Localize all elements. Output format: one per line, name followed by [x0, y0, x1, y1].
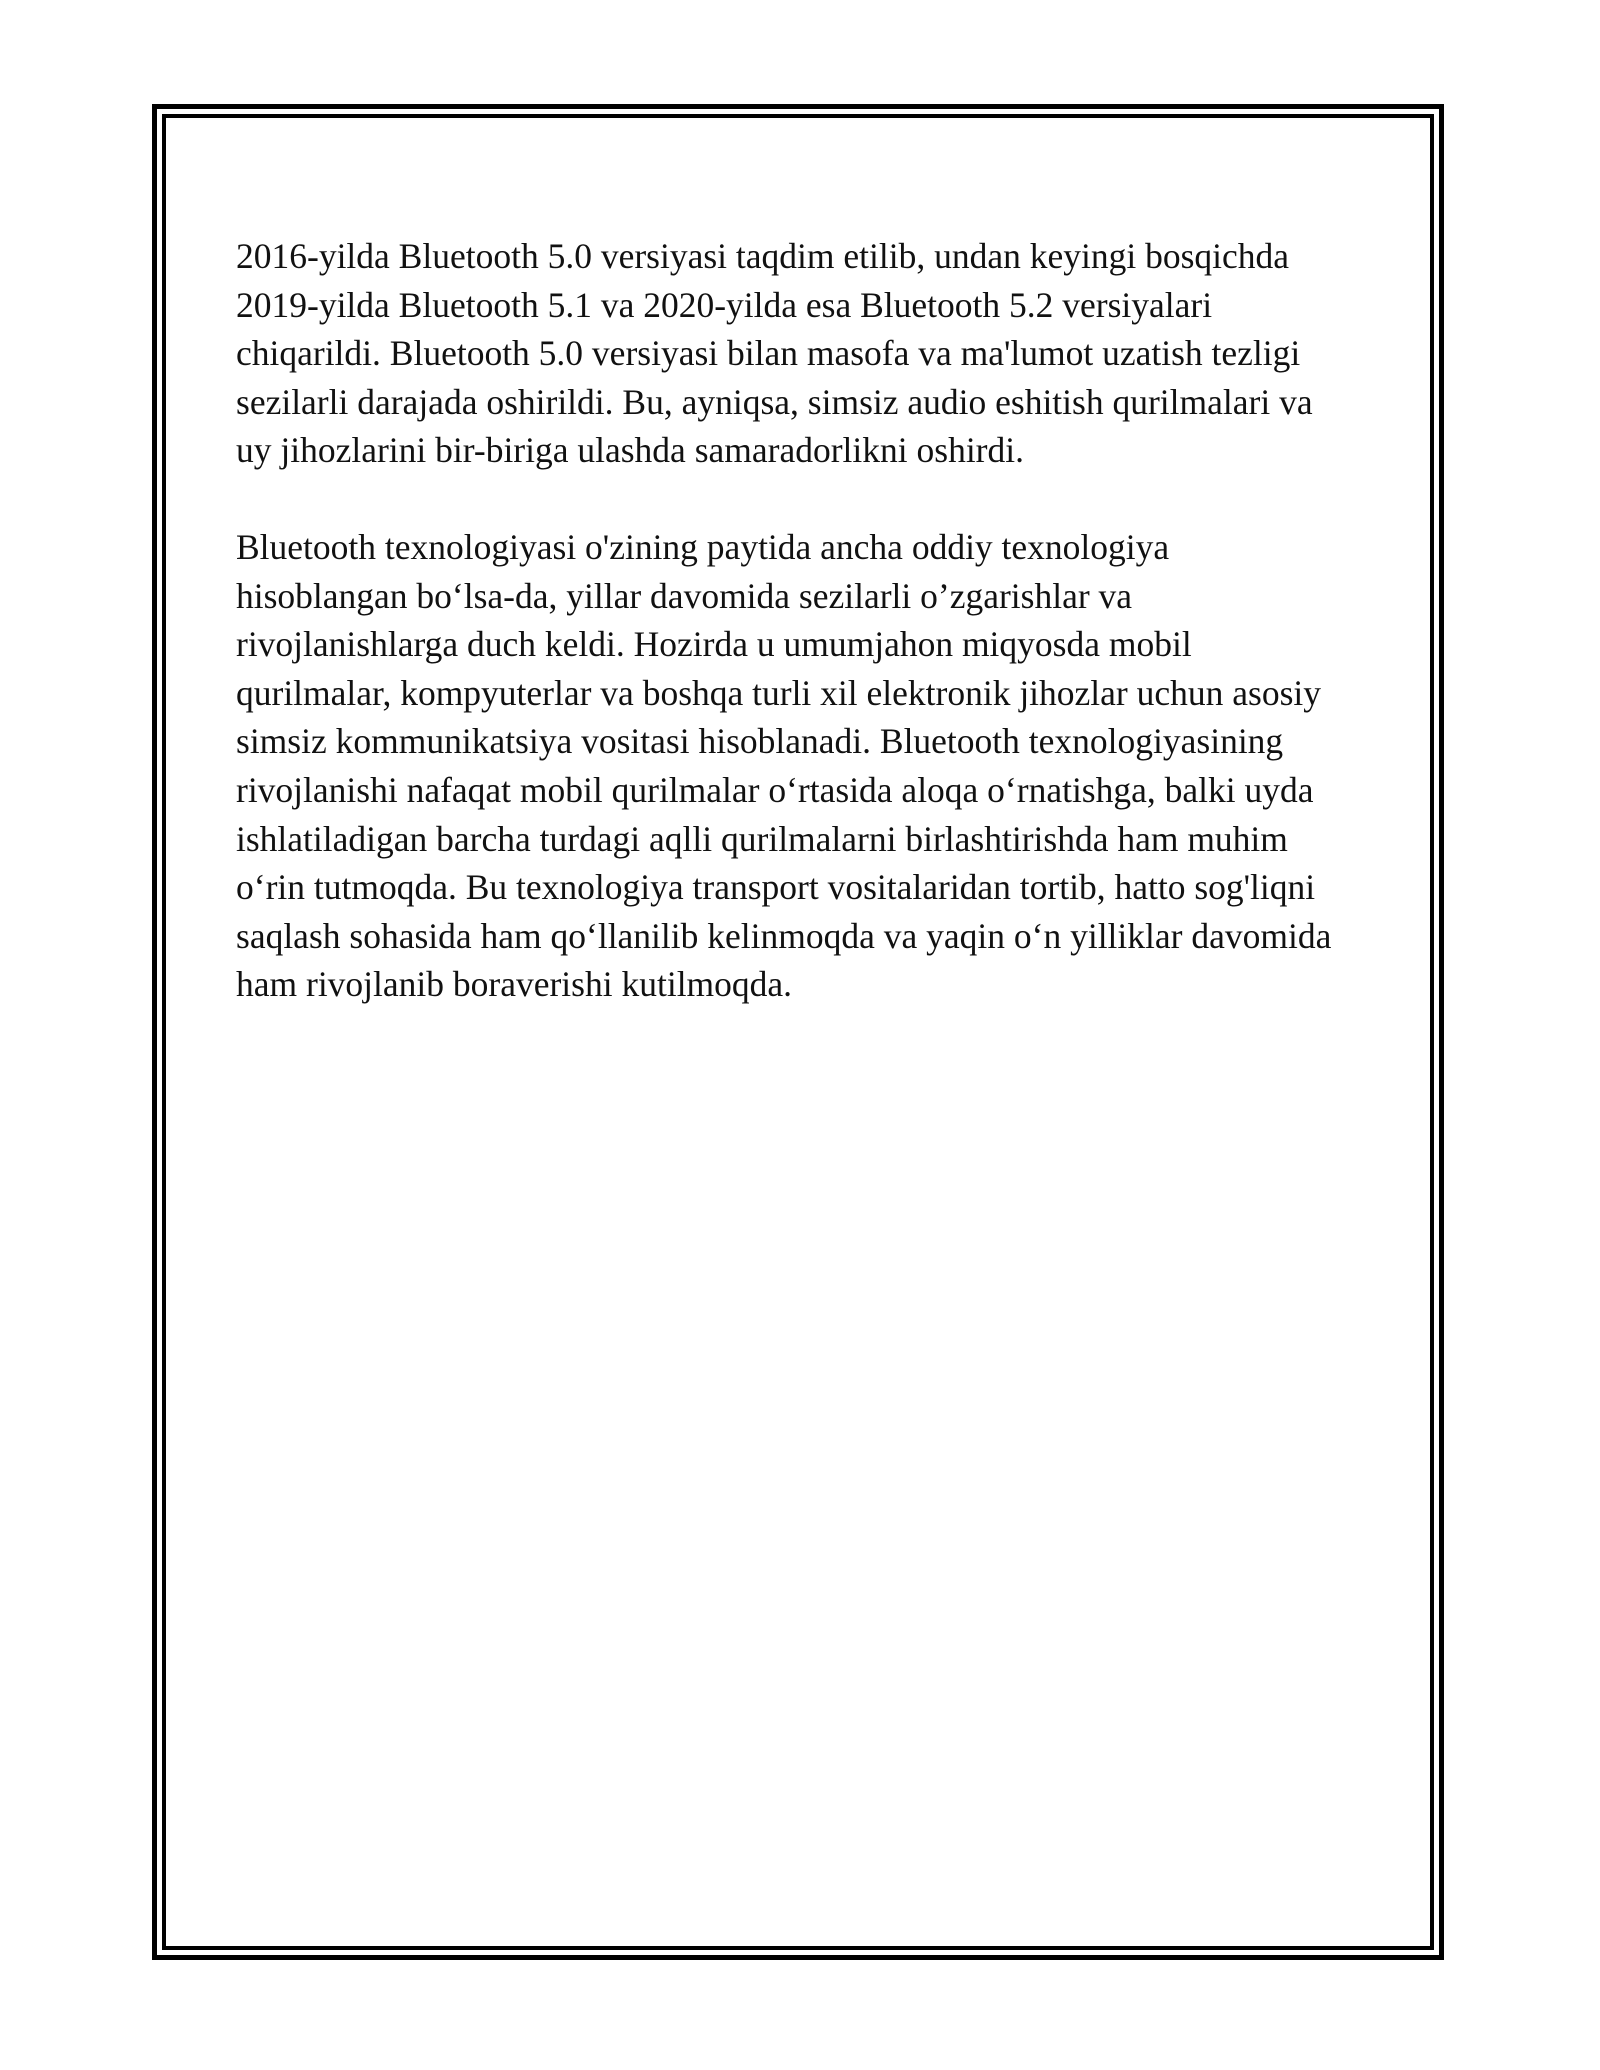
paragraph-bluetooth-versions: 2016-yilda Bluetooth 5.0 versiyasi taqdim etilib, undan keyingi bosqichda 2019-yilda Bluetooth 5.1 va 2020-yilda esa Bluetooth 5.2 versiyalari chiqarildi. Bluetooth 5.0 versiyasi bilan masofa va ma'lumot uzatish tezligi sezilarli darajada oshirildi. Bu, ayniqsa, simsiz audio eshitish qurilmalari va uy jihozlarini bir-biriga ulashda samaradorlikni oshirdi. — [236, 236, 1313, 471]
paragraph-bluetooth-development: Bluetooth texnologiyasi o'zining paytida ancha oddiy texnologiya hisoblangan bo‘lsa-da, yillar davomida sezilarli o’zgarishlar va rivojlanishlarga duch keldi. Hozirda u umumjahon miqyosda mobil qurilmalar, kompyuterlar va boshqa turli xil elektronik jihozlar uchun asosiy simsiz kommunikatsiya vositasi hisoblanadi. Bluetooth texnologiyasining rivojlanishi nafaqat mobil qurilmalar o‘rtasida aloqa o‘rnatishga, balki uyda ishlatiladigan barcha turdagi aqlli qurilmalarni birlashtirishda ham muhim o‘rin tutmoqda. Bu texnologiya transport vositalaridan tortib, hatto sog'liqni saqlash sohasida ham qo‘llanilib kelinmoqda va yaqin o‘n yilliklar davomida ham rivojlanib boraverishi kutilmoqda. — [236, 526, 1332, 1005]
document-body — [236, 232, 1376, 1057]
